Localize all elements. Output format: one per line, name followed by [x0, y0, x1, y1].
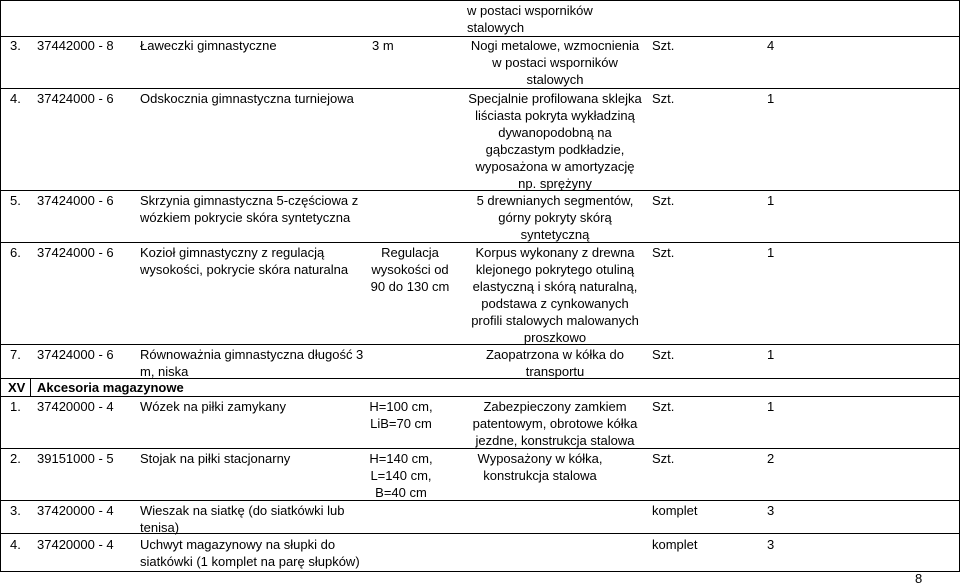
item-name: Wieszak na siatkę (do siatkówki lub tenisa) [140, 503, 345, 535]
cpv-code: 37424000 - 6 [37, 193, 114, 208]
item-description: Nogi metalowe, wzmocnienia w postaci wsporników stalowych [470, 38, 640, 87]
item-name: Równoważnia gimnastyczna długość 3 m, niska [140, 347, 364, 379]
carryover-description: w postaci wsporników stalowych [467, 3, 593, 35]
quantity: 3 [767, 503, 775, 518]
row-divider [0, 396, 960, 397]
item-name: Odskocznia gimnastyczna turniejowa [140, 91, 354, 106]
item-dimensions: H=100 cm, LiB=70 cm [369, 399, 433, 431]
cpv-code: 37424000 - 6 [37, 91, 114, 106]
column-divider [0, 0, 1, 571]
item-dimensions: H=140 cm, L=140 cm, B=40 cm [369, 451, 433, 500]
item-description: Specjalnie profilowana sklejka liściasta pokryta wykładziną dywanopodobną na gąbczastym podkładzie, wyposażona w amortyzację np. sprężyny [468, 91, 642, 191]
cpv-code: 37420000 - 4 [37, 503, 114, 518]
quantity: 1 [767, 399, 775, 414]
row-number: 7. [10, 347, 21, 362]
item-description: Zabezpieczony zamkiem patentowym, obrotowe kółka jezdne, konstrukcja stalowa [472, 399, 638, 448]
item-description: 5 drewnianych segmentów, górny pokryty skórą syntetyczną [476, 193, 634, 242]
quantity: 1 [767, 91, 775, 106]
row-number: 5. [10, 193, 21, 208]
section-number: XV [8, 380, 26, 395]
row-number: 6. [10, 245, 21, 260]
quantity: 1 [767, 245, 775, 260]
quantity: 3 [767, 537, 775, 552]
item-name: Wózek na piłki zamykany [140, 399, 286, 414]
row-number: 3. [10, 38, 21, 53]
unit: Szt. [652, 347, 675, 362]
unit: Szt. [652, 451, 675, 466]
cpv-code: 37420000 - 4 [37, 399, 114, 414]
unit: Szt. [652, 245, 675, 260]
unit: Szt. [652, 399, 675, 414]
item-name: Kozioł gimnastyczny z regulacją wysokości, pokrycie skóra naturalna [140, 245, 349, 277]
unit: Szt. [652, 193, 675, 208]
cpv-code: 37424000 - 6 [37, 347, 114, 362]
row-divider [0, 571, 960, 572]
row-divider [0, 500, 960, 501]
row-divider [0, 88, 960, 89]
cpv-code: 37420000 - 4 [37, 537, 114, 552]
item-description: Wyposażony w kółka, konstrukcja stalowa [477, 451, 603, 483]
cpv-code: 37442000 - 8 [37, 38, 114, 53]
cpv-code: 39151000 - 5 [37, 451, 114, 466]
unit: Szt. [652, 38, 675, 53]
row-number: 4. [10, 537, 21, 552]
quantity: 4 [767, 38, 775, 53]
unit: komplet [652, 537, 698, 552]
row-number: 3. [10, 503, 21, 518]
unit: komplet [652, 503, 698, 518]
row-number: 4. [10, 91, 21, 106]
item-description: Korpus wykonany z drewna klejonego pokrytego otuliną elastyczną i skórą naturalną, podstawa z cynkowanych profili stalowych malowanych proszkowo [471, 245, 639, 345]
item-description: Zaopatrzona w kółka do transportu [485, 347, 625, 379]
item-name: Ławeczki gimnastyczne [140, 38, 277, 53]
page-number: 8 [915, 571, 923, 586]
item-name: Skrzynia gimnastyczna 5-częściowa z wózkiem pokrycie skóra syntetyczna [140, 193, 359, 225]
row-divider [0, 0, 960, 1]
item-dimensions: Regulacja wysokości od 90 do 130 cm [370, 245, 450, 294]
unit: Szt. [652, 91, 675, 106]
item-dimensions: 3 m [372, 38, 394, 53]
cpv-code: 37424000 - 6 [37, 245, 114, 260]
quantity: 1 [767, 193, 775, 208]
section-title: Akcesoria magazynowe [37, 380, 184, 395]
quantity: 1 [767, 347, 775, 362]
row-number: 2. [10, 451, 21, 466]
column-divider [30, 378, 31, 396]
quantity: 2 [767, 451, 775, 466]
item-name: Uchwyt magazynowy na słupki do siatkówki (1 komplet na parę słupków) [140, 537, 360, 569]
row-number: 1. [10, 399, 21, 414]
item-name: Stojak na piłki stacjonarny [140, 451, 291, 466]
